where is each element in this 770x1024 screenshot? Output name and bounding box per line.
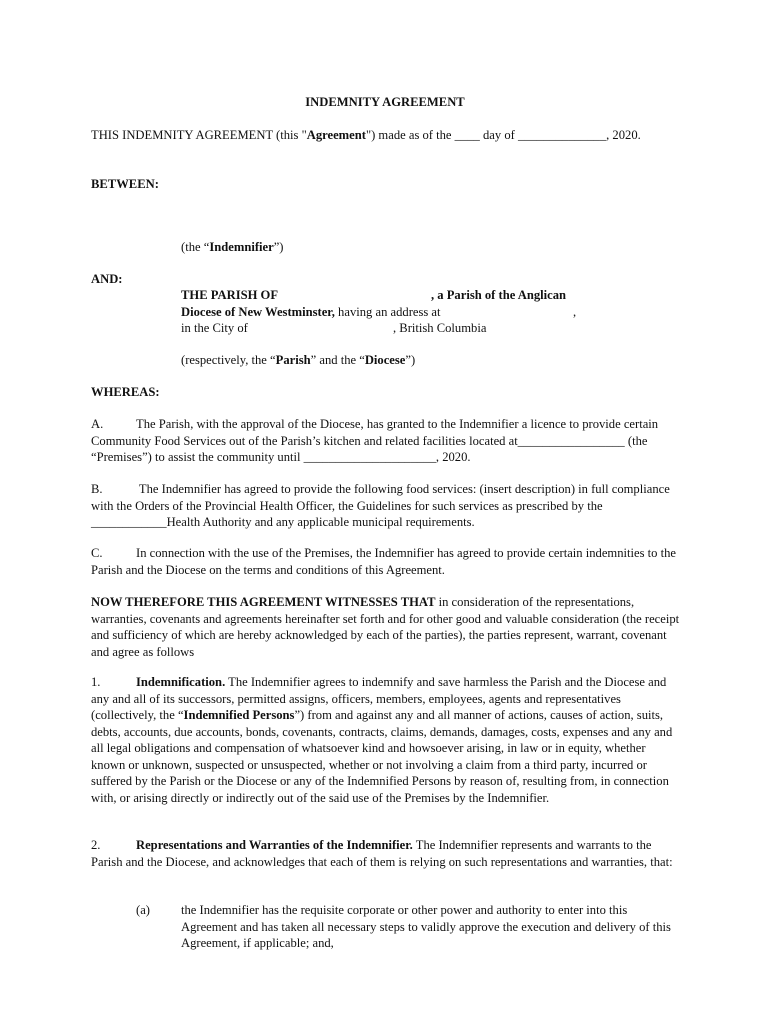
recital-b — [91, 481, 681, 531]
resp-text-a: (respectively, the “ — [181, 353, 276, 367]
indemnifier-term: Indemnifier — [209, 240, 274, 254]
recital-text: In connection with the use of the Premises, the Indemnifier has agreed to provide certain indemnities to the Parish and the Diocese on the terms and conditions of this Agreement. — [91, 546, 676, 577]
document-title: INDEMNITY AGREEMENT — [305, 95, 465, 109]
section-text-a: The Indemnifier agrees to indemnify and save harmless the Parish and the Diocese and any and all of its successors, permitted assigns, officers, members, employees, agents and representatives (collectively, the “ — [91, 675, 667, 722]
parish-block — [181, 287, 581, 337]
section-heading: Indemnification. — [136, 675, 226, 689]
parish-of-label: THE PARISH OF — [181, 288, 279, 302]
parish-term: Parish — [275, 353, 311, 367]
indemnified-persons-term: Indemnified Persons — [183, 708, 295, 722]
now-therefore-text: in consideration of the representations, warranties, covenants and agreements hereinafter set forth and for other good and valuable consideration (the receipt and sufficiency of which are hereby acknowledged by each of the parties), the parties represent, warrant, covenant and agree as follows — [91, 595, 680, 659]
whereas-label: WHEREAS: — [91, 385, 160, 399]
recital-label: B. — [91, 482, 103, 496]
respectively-line — [181, 352, 601, 369]
recital-a — [91, 416, 681, 466]
diocese-term: Diocese — [364, 353, 406, 367]
anglican-parish-label: , a Parish of the Anglican — [431, 288, 567, 302]
province-label: , British Columbia — [393, 321, 487, 335]
section-text: The Indemnifier represents and warrants to the Parish and the Diocese, and acknowledges that each of them is relying on such representations and warranties, that: — [91, 838, 673, 869]
and-label: AND: — [91, 272, 123, 286]
indemnifier-text-b: ”) — [273, 240, 284, 254]
recital-label: A. — [91, 417, 104, 431]
recital-c — [91, 545, 681, 578]
section-2 — [91, 837, 681, 870]
indemnifier-line — [181, 239, 601, 256]
recital-text: The Indemnifier has agreed to provide the following food services: (insert description) in full compliance with the Orders of the Provincial Health Officer, the Guidelines for such services as prescribed by the ____________Health Authority and any applicable municipal requirements. — [91, 482, 670, 529]
section-heading: Representations and Warranties of the Indemnifier. — [136, 838, 413, 852]
section-number: 1. — [91, 675, 101, 689]
recital-text: The Parish, with the approval of the Diocese, has granted to the Indemnifier a licence to provide certain Community Food Services out of the Parish’s kitchen and related facilities located at_________________ (the “Premises”) to assist the community until _____________________, 2020. — [91, 417, 659, 464]
section-text-b: ”) from and against any and all manner of actions, causes of action, suits, debts, accounts, due accounts, bonds, covenants, contracts, claims, demands, damages, costs, expenses and any and all legal obligations and compensation of whatsoever kind and howsoever arising, in law or in equity, whether known or unknown, suspected or unsuspected, whether or not involving a claim from a third party, incurred or suffered by the Parish or the Diocese or any of the Indemnified Persons by reason of, resulting from, in connection with, or arising directly or indirectly out of the said use of the Premises by the Indemnifier. — [91, 708, 673, 805]
resp-text-c: ”) — [405, 353, 416, 367]
intro-text-b: ") made as of the ____ day of ______________, 2020. — [365, 128, 641, 142]
indemnifier-text-a: (the “ — [181, 240, 210, 254]
recital-label: C. — [91, 546, 103, 560]
parish-line-3 — [181, 320, 581, 337]
now-therefore-heading: NOW THEREFORE THIS AGREEMENT WITNESSES THAT — [91, 595, 436, 609]
agreement-term: Agreement — [306, 128, 366, 142]
intro-paragraph — [91, 127, 681, 144]
resp-text-b: ” and the “ — [310, 353, 365, 367]
between-label: BETWEEN: — [91, 177, 159, 191]
subitem-a-label: (a) — [136, 903, 150, 917]
address-comma: , — [573, 304, 577, 319]
subitem-a-text: the Indemnifier has the requisite corporate or other power and authority to enter into this Agreement and has taken all necessary steps to validly approve the execution and delivery of this Agreement, if applicable; and, — [181, 903, 671, 950]
section-1 — [91, 674, 681, 806]
parish-line-2 — [181, 304, 581, 321]
address-label: having an address at — [334, 304, 441, 319]
diocese-label: Diocese of New Westminster, — [181, 304, 335, 319]
parish-line-1 — [181, 287, 581, 304]
section-number: 2. — [91, 838, 101, 852]
intro-text-a: THIS INDEMNITY AGREEMENT (this " — [91, 128, 307, 142]
city-label: in the City of — [181, 321, 248, 335]
now-therefore-paragraph — [91, 594, 681, 660]
